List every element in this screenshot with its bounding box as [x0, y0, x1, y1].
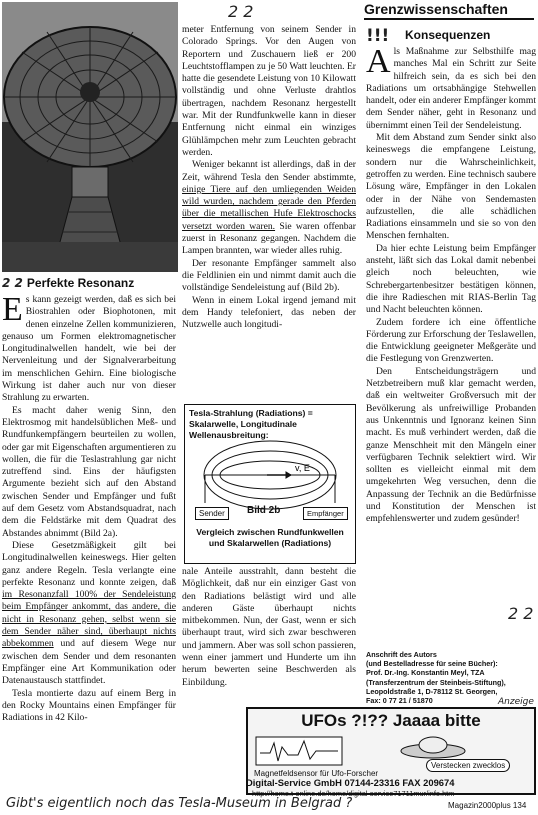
figure-sender-label: Sender [195, 507, 229, 520]
middle-paragraph-2-start: Weniger bekannt ist allerdings, daß in der Zeit, während Tesla den Sender abstimmte, [182, 159, 356, 183]
figure-receiver-label: Empfänger [303, 507, 348, 520]
right-article-heading: Konsequenzen [405, 28, 491, 42]
ad-url: http://home.t-online.de/home/digital-service71711mur/info.htm [252, 789, 455, 798]
right-column [366, 46, 536, 648]
handwritten-top-mark: 2 2 [228, 2, 254, 21]
left-heading-text: Perfekte Resonanz [26, 276, 135, 290]
left-paragraph-4: Tesla montierte dazu auf einem Berg in den Rocky Mountains einen Empfänger für Radiations in 42 Kilo- [2, 687, 176, 724]
right-paragraph-4: Zudem fordere ich eine öffentliche Förderung zur Erforschung der Teslawellen, die Entwicklung geeigneter Meßgeräte und die Festlegung von Grenzwerten. [366, 316, 536, 365]
figure-number-label: Bild 2b [247, 505, 281, 516]
author-fax: Fax: 0 77 21 / 51870 [366, 696, 433, 706]
right-paragraph-3: Da hier echte Leistung beim Empfänger ansteht, läßt sich das Lokal damit nebenbei gleich noch beleuchten, wie Schrebergartenbesitzer bestätigen können, die ihre Radieschen mit RIAS-Berlin Tag und Nacht beleuchten können. [366, 242, 536, 316]
middle-paragraph-1: meter Entfernung von seinem Sender in Colorado Springs. Vor den Augen von Reportern und Zuschauern ließ er 200 Leuchtstofflampen zu je 50 Watt leuchten. Er hatte die gesendete Leistung von 10 Kilowatt vollständig und ohne Verluste drahtlos übertragen, nachdem Resonanz hergestellt war. Mit der Rundfunkwelle kann in dieser Entfernung nicht einmal ein winziges Glühlämpchen mehr zum Leuchten gebracht werden. [182, 24, 356, 158]
author-title: Anschrift des Autors [366, 650, 437, 659]
middle-paragraph-3: Der resonante Empfänger sammelt also die Feldlinien ein und nimmt damit auch die vollständige Sendeleistung auf (Bild 2b). [182, 257, 356, 294]
middle-paragraph-5: nale Anteile ausstrahlt, dann besteht die Möglichkeit, daß nur ein einziger Gast von den Radiations belästigt wird und alle anderen Gäste überhaupt nichts mitbekommen. Nun, der Gast, wenn er sich überhaupt traut, wird sich zwar beschweren und jammern. Aber was soll schon passieren, wenn einer jammert und Hunderte um ihn herum bewerten seine Beschwerden als Einbildung. [182, 566, 356, 688]
middle-paragraph-4: Wenn in einem Lokal irgend jemand mit dem Handy telefoniert, das neben der Nutzwelle auch longitudi- [182, 294, 356, 331]
left-column [2, 294, 176, 799]
author-street: Leopoldstraße 1, D-78112 St. Georgen, [366, 686, 498, 696]
left-article-heading [2, 276, 134, 290]
handwritten-exclamation-mark: !!! [366, 26, 390, 46]
ad-headline: UFOs ?!?? Jaaaa bitte [301, 711, 481, 730]
right-paragraph-5: Den Entscheidungsträgern und Netzbetreibern muß klar gemacht werden, daß ein weltweiter Großversuch mit der Bevölkerung als unfreiwillige Probanden aus Unkenntnis und Ignoranz keinen Sinn macht. Es muß verhindert werden, daß die ganze Menschheit mit den Mängeln einer verfügbaren Technik selektiert wird. Wir sollten es vielleicht einmal mit dem umgekehrten Weg versuchen, denn die Anpassung der Technik an die Bedürfnisse und Konstitution der Menschen ist empfehlenswerter und zudem gesünder! [366, 365, 536, 525]
right-paragraph-1 [366, 46, 536, 132]
left-paragraph-3-underlined: im Resonanzfall 100% der Sendeleistung beim Empfänger ankommt, das andere, die nicht in Resonanz gehen, selbst wenn sie dem Sender näher sind, überhaupt nichts abbekommen [2, 589, 176, 650]
author-organisation: (Transferzentrum der Steinbeis-Stiftung), [366, 677, 506, 687]
middle-paragraph-2-end: Sie waren offenbar zuerst in Resonanz gegangen. Nachdem die Lampen brannten, war wieder alles ruhig. [182, 220, 356, 257]
ad-company-line: Digital-Service GmbH 07144-23316 FAX 209674 [246, 777, 455, 788]
ad-speech-bubble: Verstecken zwecklos [426, 759, 510, 772]
figure-vector-label: v, E [295, 463, 310, 473]
right-paragraph-2: Mit dem Abstand zum Sender sinkt also keineswegs die empfangene Leistung, sondern nur die Wahrscheinlichkeit, getroffen zu werden. Eine technisch saubere Lösung wäre, Empfänger in den Lokalen oder in der Nähe von Sendemasten aufzustellen, die alle schädlichen Radiations einsammeln und sie so von den Menschen fernhalten. [366, 132, 536, 242]
figure-caption: Vergleich zwischen Rundfunkwellen und Skalarwellen (Radiations) [196, 527, 344, 548]
radio-telescope-illustration [2, 2, 178, 272]
ad-tag: Anzeige [498, 697, 534, 707]
ufo-icon [398, 733, 468, 761]
middle-paragraph-2 [182, 159, 356, 257]
right-paragraph-1-text: ls Maßnahme zur Selbsthilfe mag manches Mal ein Schritt zur Seite hilfreich sein, da es sich bei den Radiations um ortsabhängige Stehwellen handelt, oder ein anderer Empfänger kommt dem Sender näher, geht in Resonanz und übernimmt einen Teil der Sendeleistung. [366, 46, 536, 131]
right-dropcap: A [366, 46, 391, 80]
left-paragraph-2: Es macht daher wenig Sinn, den Elektrosmog mit handelsüblichen Meß- und Rundfunkempfängern beurteilen zu wollen, oder gar mit Eigenschaften argumentieren zu wollen, die für die Teslastrahlung gar nicht zutreffend sind. Eins der häufigsten Argumente bezieht sich auf den Abstand zwischen Sender und Empfänger und fußt auf dem Gesetz vom Abstandsquadrat, nach dem die Feldstärke mit dem Quadrat des Abstandes abnimmt (Bild 2a). [2, 404, 176, 539]
handwritten-bottom-note: Gibt's eigentlich noch das Tesla-Museum in Belgrad ? [6, 796, 353, 811]
left-paragraph-3-start: Diese Gesetzmäßigkeit gilt bei Longitudinalwellen keineswegs. Hier gelten ganz andere Regeln. Tesla verlangte eine perfekte Resonanz und konnte zeigen, daß [2, 539, 176, 588]
author-name: Prof. Dr.-Ing. Konstantin Meyl, TZA [366, 668, 485, 678]
left-paragraph-1 [2, 294, 176, 405]
ad-product-text: Magnetfeldsensor für Ufo-Forscher [254, 769, 379, 778]
author-subtitle: (und Bestelladresse für seine Bücher): [366, 659, 498, 669]
radio-telescope-photo [2, 2, 178, 272]
left-paragraph-3 [2, 540, 176, 688]
handwritten-left-mark: 2 2 [2, 276, 23, 290]
left-paragraph-1-text: s kann gezeigt werden, daß es sich bei Biostrahlen oder Biophotonen, mit denen einzelne Zellen kommunizieren, genauso um Formen elektromagnetischer Longitudinalwellen handelt, wie bei der Nervenleitung und der Signalverarbeitung im menschlichen Gehirn. Eine biologische Wirkung ist daher auch nur von dieser Strahlung zu erwarten. [2, 294, 176, 404]
left-paragraph-3-end: und auf diesem Wege nur zwischen dem Sender und dem resonanten Empfänger eine Art Kommunikation oder Datenaustausch stattfindet. [2, 638, 176, 687]
page-footer: Magazin2000plus 134 [448, 801, 527, 810]
section-title: Grenzwissenschaften [364, 1, 534, 20]
handwritten-right-mark: 2 2 [508, 604, 534, 623]
figure-diagram [185, 435, 355, 515]
author-address-block [366, 650, 506, 705]
middle-column-top [182, 24, 356, 402]
left-dropcap: E [2, 294, 23, 328]
middle-paragraph-2-underlined: einige Tiere auf den umliegenden Weiden wild wurden, nachdem gerade den Pferden über die metallischen Hufe Elektroschocks versetzt worden waren. [182, 183, 356, 232]
sensor-device-illustration [254, 733, 344, 769]
figure-title: Tesla-Strahlung (Radiations) = Skalarwelle, Longitudinale Wellenausbreitung: [189, 408, 313, 440]
figure-bild-2b [184, 404, 356, 564]
